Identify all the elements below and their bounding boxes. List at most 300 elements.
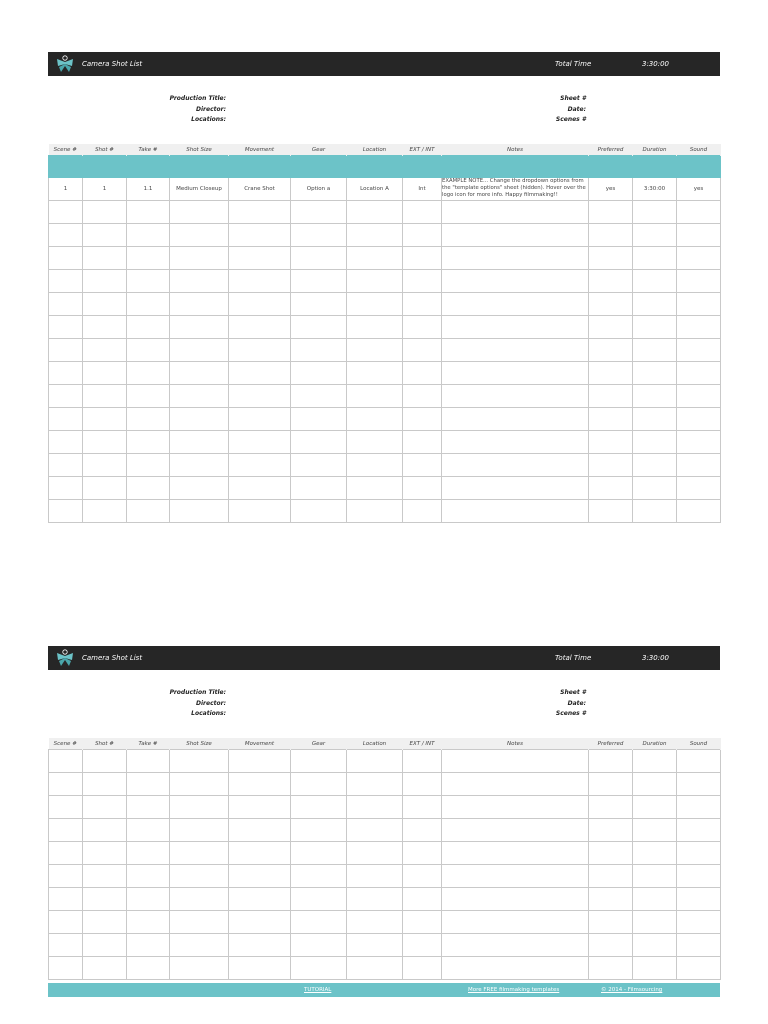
table-cell[interactable] — [589, 819, 633, 842]
table-cell[interactable] — [83, 270, 127, 293]
table-cell[interactable] — [347, 842, 403, 865]
table-cell[interactable] — [589, 316, 633, 339]
table-cell[interactable] — [403, 477, 442, 500]
table-cell[interactable] — [49, 224, 83, 247]
table-cell[interactable] — [589, 911, 633, 934]
table-cell[interactable] — [347, 865, 403, 888]
table-cell[interactable] — [49, 316, 83, 339]
table-cell[interactable] — [49, 500, 83, 523]
table-cell[interactable] — [633, 339, 677, 362]
table-cell[interactable] — [291, 362, 347, 385]
table-cell[interactable] — [442, 316, 589, 339]
table-cell[interactable] — [442, 247, 589, 270]
table-cell[interactable] — [49, 957, 83, 980]
table-cell[interactable] — [49, 819, 83, 842]
table-cell[interactable] — [83, 201, 127, 224]
table-cell[interactable] — [291, 500, 347, 523]
table-cell[interactable] — [442, 934, 589, 957]
table-cell[interactable] — [589, 865, 633, 888]
table-cell[interactable] — [633, 247, 677, 270]
table-cell[interactable] — [170, 911, 229, 934]
table-cell[interactable] — [633, 362, 677, 385]
table-cell[interactable] — [633, 316, 677, 339]
table-cell[interactable] — [291, 431, 347, 454]
table-cell[interactable] — [291, 247, 347, 270]
table-cell[interactable] — [677, 339, 721, 362]
table-cell[interactable] — [403, 316, 442, 339]
table-cell[interactable] — [127, 796, 170, 819]
table-cell[interactable] — [403, 339, 442, 362]
table-cell[interactable] — [347, 247, 403, 270]
table-cell[interactable] — [291, 477, 347, 500]
table-cell[interactable] — [347, 431, 403, 454]
table-cell[interactable] — [442, 408, 589, 431]
table-cell[interactable] — [229, 796, 291, 819]
table-cell[interactable] — [633, 431, 677, 454]
table-cell[interactable] — [127, 911, 170, 934]
table-cell[interactable] — [49, 385, 83, 408]
table-cell[interactable] — [633, 408, 677, 431]
table-cell[interactable] — [229, 339, 291, 362]
table-cell[interactable] — [229, 408, 291, 431]
table-cell[interactable] — [127, 500, 170, 523]
table-cell[interactable] — [49, 293, 83, 316]
table-cell[interactable] — [49, 270, 83, 293]
table-cell[interactable] — [403, 385, 442, 408]
table-cell[interactable] — [677, 888, 721, 911]
table-cell[interactable] — [127, 339, 170, 362]
table-cell[interactable] — [229, 477, 291, 500]
table-cell[interactable] — [170, 362, 229, 385]
table-cell[interactable] — [633, 773, 677, 796]
table-cell[interactable] — [677, 796, 721, 819]
table-cell[interactable] — [170, 385, 229, 408]
table-cell[interactable] — [127, 431, 170, 454]
table-cell[interactable] — [170, 934, 229, 957]
table-cell[interactable] — [83, 500, 127, 523]
table-cell[interactable] — [589, 408, 633, 431]
table-cell[interactable] — [83, 339, 127, 362]
table-cell[interactable] — [677, 224, 721, 247]
table-cell[interactable] — [589, 270, 633, 293]
table-cell[interactable] — [291, 796, 347, 819]
table-cell[interactable] — [83, 362, 127, 385]
table-cell[interactable] — [170, 201, 229, 224]
table-cell[interactable] — [127, 224, 170, 247]
table-cell[interactable] — [442, 888, 589, 911]
table-cell[interactable] — [170, 865, 229, 888]
table-cell[interactable] — [589, 888, 633, 911]
table-cell[interactable] — [442, 750, 589, 773]
table-cell[interactable] — [229, 888, 291, 911]
table-cell[interactable] — [83, 842, 127, 865]
table-cell[interactable] — [83, 247, 127, 270]
table-cell[interactable] — [677, 385, 721, 408]
table-cell[interactable] — [677, 934, 721, 957]
table-cell[interactable] — [83, 316, 127, 339]
table-cell[interactable] — [229, 293, 291, 316]
table-cell[interactable] — [229, 865, 291, 888]
table-cell[interactable] — [442, 270, 589, 293]
table-cell[interactable] — [291, 339, 347, 362]
table-cell[interactable] — [291, 385, 347, 408]
table-cell[interactable] — [589, 385, 633, 408]
table-cell[interactable] — [127, 888, 170, 911]
table-cell[interactable] — [83, 934, 127, 957]
table-cell[interactable] — [127, 270, 170, 293]
table-cell[interactable] — [677, 201, 721, 224]
table-cell[interactable] — [83, 293, 127, 316]
table-cell[interactable] — [127, 454, 170, 477]
table-cell[interactable] — [633, 500, 677, 523]
table-cell[interactable] — [49, 865, 83, 888]
table-cell[interactable] — [677, 819, 721, 842]
table-cell[interactable] — [170, 224, 229, 247]
table-cell[interactable] — [291, 773, 347, 796]
table-cell[interactable] — [49, 750, 83, 773]
cell-notes[interactable]: EXAMPLE NOTE... Change the dropdown options from the "template options" sheet (hidden). Hover over the logo icon for more info. Happy filmmaking!! — [442, 178, 589, 201]
table-cell[interactable] — [127, 819, 170, 842]
table-cell[interactable] — [229, 842, 291, 865]
table-cell[interactable] — [291, 888, 347, 911]
table-cell[interactable] — [229, 201, 291, 224]
copyright-link[interactable]: © 2014 - Filmsourcing — [601, 987, 663, 993]
table-cell[interactable] — [589, 293, 633, 316]
table-cell[interactable] — [49, 773, 83, 796]
cell-scene[interactable]: 1 — [49, 178, 83, 201]
table-cell[interactable] — [291, 865, 347, 888]
table-cell[interactable] — [291, 316, 347, 339]
table-cell[interactable] — [291, 293, 347, 316]
table-cell[interactable] — [229, 431, 291, 454]
table-cell[interactable] — [170, 773, 229, 796]
table-cell[interactable] — [83, 408, 127, 431]
table-cell[interactable] — [347, 500, 403, 523]
table-cell[interactable] — [589, 500, 633, 523]
table-cell[interactable] — [127, 316, 170, 339]
table-cell[interactable] — [291, 842, 347, 865]
table-cell[interactable] — [442, 224, 589, 247]
table-cell[interactable] — [49, 431, 83, 454]
cell-shot-size[interactable]: Medium Closeup — [170, 178, 229, 201]
table-cell[interactable] — [347, 454, 403, 477]
cell-shot[interactable]: 1 — [83, 178, 127, 201]
table-cell[interactable] — [127, 842, 170, 865]
table-cell[interactable] — [442, 477, 589, 500]
table-cell[interactable] — [83, 911, 127, 934]
table-cell[interactable] — [442, 362, 589, 385]
table-cell[interactable] — [633, 385, 677, 408]
table-cell[interactable] — [229, 224, 291, 247]
table-cell[interactable] — [633, 201, 677, 224]
table-cell[interactable] — [229, 500, 291, 523]
table-cell[interactable] — [229, 385, 291, 408]
table-cell[interactable] — [677, 500, 721, 523]
table-cell[interactable] — [677, 408, 721, 431]
table-cell[interactable] — [677, 750, 721, 773]
table-cell[interactable] — [403, 842, 442, 865]
table-cell[interactable] — [677, 362, 721, 385]
table-cell[interactable] — [633, 842, 677, 865]
table-cell[interactable] — [347, 911, 403, 934]
table-cell[interactable] — [589, 773, 633, 796]
table-cell[interactable] — [49, 934, 83, 957]
table-cell[interactable] — [347, 477, 403, 500]
table-cell[interactable] — [229, 362, 291, 385]
table-cell[interactable] — [589, 477, 633, 500]
table-cell[interactable] — [633, 477, 677, 500]
table-cell[interactable] — [83, 385, 127, 408]
table-cell[interactable] — [291, 270, 347, 293]
table-cell[interactable] — [442, 454, 589, 477]
table-cell[interactable] — [291, 454, 347, 477]
table-cell[interactable] — [170, 408, 229, 431]
table-cell[interactable] — [589, 247, 633, 270]
table-cell[interactable] — [347, 201, 403, 224]
table-cell[interactable] — [49, 911, 83, 934]
table-cell[interactable] — [633, 454, 677, 477]
table-cell[interactable] — [442, 773, 589, 796]
table-cell[interactable] — [347, 819, 403, 842]
table-cell[interactable] — [83, 454, 127, 477]
table-cell[interactable] — [347, 888, 403, 911]
table-cell[interactable] — [589, 362, 633, 385]
filmsourcing-logo-icon[interactable] — [54, 54, 76, 74]
filmsourcing-logo-icon[interactable] — [54, 648, 76, 668]
table-cell[interactable] — [83, 477, 127, 500]
table-cell[interactable] — [403, 796, 442, 819]
table-cell[interactable] — [403, 500, 442, 523]
table-cell[interactable] — [677, 270, 721, 293]
table-cell[interactable] — [49, 477, 83, 500]
table-cell[interactable] — [83, 865, 127, 888]
table-cell[interactable] — [127, 247, 170, 270]
table-cell[interactable] — [442, 293, 589, 316]
table-cell[interactable] — [677, 316, 721, 339]
table-cell[interactable] — [49, 408, 83, 431]
table-cell[interactable] — [442, 385, 589, 408]
table-cell[interactable] — [83, 888, 127, 911]
table-cell[interactable] — [403, 888, 442, 911]
table-cell[interactable] — [677, 865, 721, 888]
table-cell[interactable] — [347, 385, 403, 408]
table-cell[interactable] — [170, 316, 229, 339]
table-cell[interactable] — [403, 362, 442, 385]
table-cell[interactable] — [291, 911, 347, 934]
table-cell[interactable] — [170, 819, 229, 842]
table-cell[interactable] — [403, 750, 442, 773]
table-cell[interactable] — [347, 796, 403, 819]
table-cell[interactable] — [347, 224, 403, 247]
table-cell[interactable] — [291, 819, 347, 842]
table-cell[interactable] — [127, 408, 170, 431]
table-cell[interactable] — [229, 247, 291, 270]
table-cell[interactable] — [589, 796, 633, 819]
tutorial-link[interactable]: TUTORIAL — [304, 987, 332, 993]
table-cell[interactable] — [291, 934, 347, 957]
table-cell[interactable] — [677, 247, 721, 270]
table-cell[interactable] — [633, 796, 677, 819]
table-cell[interactable] — [83, 773, 127, 796]
table-cell[interactable] — [347, 773, 403, 796]
table-cell[interactable] — [677, 773, 721, 796]
table-cell[interactable] — [170, 796, 229, 819]
table-cell[interactable] — [589, 224, 633, 247]
table-cell[interactable] — [403, 408, 442, 431]
cell-movement[interactable]: Crane Shot — [229, 178, 291, 201]
table-cell[interactable] — [347, 750, 403, 773]
table-cell[interactable] — [347, 339, 403, 362]
table-cell[interactable] — [347, 957, 403, 980]
table-cell[interactable] — [403, 293, 442, 316]
table-cell[interactable] — [589, 454, 633, 477]
more-templates-link[interactable]: More FREE filmmaking templates — [468, 987, 560, 993]
table-cell[interactable] — [403, 957, 442, 980]
table-cell[interactable] — [127, 865, 170, 888]
table-cell[interactable] — [403, 224, 442, 247]
table-cell[interactable] — [442, 842, 589, 865]
table-cell[interactable] — [49, 339, 83, 362]
table-cell[interactable] — [170, 957, 229, 980]
table-cell[interactable] — [83, 819, 127, 842]
table-cell[interactable] — [170, 293, 229, 316]
table-cell[interactable] — [677, 911, 721, 934]
cell-preferred[interactable]: yes — [589, 178, 633, 201]
table-cell[interactable] — [229, 957, 291, 980]
table-cell[interactable] — [229, 316, 291, 339]
table-cell[interactable] — [403, 270, 442, 293]
table-cell[interactable] — [403, 934, 442, 957]
table-cell[interactable] — [442, 339, 589, 362]
table-cell[interactable] — [127, 201, 170, 224]
table-cell[interactable] — [229, 911, 291, 934]
table-cell[interactable] — [83, 796, 127, 819]
table-cell[interactable] — [49, 888, 83, 911]
table-cell[interactable] — [403, 247, 442, 270]
table-cell[interactable] — [403, 201, 442, 224]
table-cell[interactable] — [633, 750, 677, 773]
table-cell[interactable] — [170, 500, 229, 523]
table-cell[interactable] — [291, 224, 347, 247]
table-cell[interactable] — [403, 773, 442, 796]
cell-location[interactable]: Location A — [347, 178, 403, 201]
table-cell[interactable] — [403, 819, 442, 842]
table-cell[interactable] — [633, 934, 677, 957]
cell-duration[interactable]: 3:30:00 — [633, 178, 677, 201]
table-cell[interactable] — [633, 911, 677, 934]
table-cell[interactable] — [442, 500, 589, 523]
table-cell[interactable] — [677, 477, 721, 500]
table-cell[interactable] — [589, 431, 633, 454]
table-cell[interactable] — [633, 293, 677, 316]
table-cell[interactable] — [127, 957, 170, 980]
table-cell[interactable] — [347, 408, 403, 431]
cell-take[interactable]: 1.1 — [127, 178, 170, 201]
table-cell[interactable] — [170, 888, 229, 911]
table-cell[interactable] — [403, 911, 442, 934]
table-cell[interactable] — [633, 270, 677, 293]
table-cell[interactable] — [229, 773, 291, 796]
table-cell[interactable] — [677, 293, 721, 316]
table-cell[interactable] — [403, 865, 442, 888]
table-cell[interactable] — [127, 934, 170, 957]
table-cell[interactable] — [127, 773, 170, 796]
table-cell[interactable] — [127, 385, 170, 408]
cell-gear[interactable]: Option a — [291, 178, 347, 201]
table-cell[interactable] — [403, 431, 442, 454]
table-cell[interactable] — [229, 454, 291, 477]
table-cell[interactable] — [83, 431, 127, 454]
table-cell[interactable] — [170, 477, 229, 500]
table-cell[interactable] — [83, 224, 127, 247]
table-cell[interactable] — [589, 957, 633, 980]
table-cell[interactable] — [347, 270, 403, 293]
table-cell[interactable] — [633, 819, 677, 842]
table-cell[interactable] — [677, 454, 721, 477]
table-cell[interactable] — [127, 477, 170, 500]
table-cell[interactable] — [83, 750, 127, 773]
table-cell[interactable] — [127, 362, 170, 385]
table-cell[interactable] — [677, 957, 721, 980]
table-cell[interactable] — [49, 454, 83, 477]
table-cell[interactable] — [633, 957, 677, 980]
table-cell[interactable] — [677, 842, 721, 865]
table-cell[interactable] — [442, 911, 589, 934]
table-cell[interactable] — [442, 819, 589, 842]
table-cell[interactable] — [442, 796, 589, 819]
table-cell[interactable] — [633, 865, 677, 888]
table-cell[interactable] — [633, 224, 677, 247]
table-cell[interactable] — [127, 293, 170, 316]
table-cell[interactable] — [49, 842, 83, 865]
table-cell[interactable] — [442, 431, 589, 454]
table-cell[interactable] — [127, 750, 170, 773]
table-cell[interactable] — [49, 201, 83, 224]
table-cell[interactable] — [170, 842, 229, 865]
table-cell[interactable] — [442, 201, 589, 224]
table-cell[interactable] — [347, 293, 403, 316]
table-cell[interactable] — [589, 201, 633, 224]
table-cell[interactable] — [170, 750, 229, 773]
table-cell[interactable] — [442, 865, 589, 888]
table-cell[interactable] — [170, 339, 229, 362]
table-cell[interactable] — [170, 431, 229, 454]
cell-sound[interactable]: yes — [677, 178, 721, 201]
table-cell[interactable] — [589, 934, 633, 957]
table-cell[interactable] — [589, 750, 633, 773]
table-cell[interactable] — [291, 408, 347, 431]
table-cell[interactable] — [589, 339, 633, 362]
table-cell[interactable] — [229, 750, 291, 773]
table-cell[interactable] — [291, 201, 347, 224]
table-cell[interactable] — [291, 957, 347, 980]
table-cell[interactable] — [403, 454, 442, 477]
table-cell[interactable] — [589, 842, 633, 865]
table-cell[interactable] — [347, 934, 403, 957]
table-cell[interactable] — [442, 957, 589, 980]
table-cell[interactable] — [229, 270, 291, 293]
table-cell[interactable] — [347, 362, 403, 385]
table-cell[interactable] — [229, 934, 291, 957]
table-cell[interactable] — [291, 750, 347, 773]
table-cell[interactable] — [170, 454, 229, 477]
table-cell[interactable] — [49, 247, 83, 270]
table-cell[interactable] — [347, 316, 403, 339]
cell-ext-int[interactable]: Int — [403, 178, 442, 201]
table-cell[interactable] — [170, 247, 229, 270]
table-cell[interactable] — [633, 888, 677, 911]
table-cell[interactable] — [83, 957, 127, 980]
